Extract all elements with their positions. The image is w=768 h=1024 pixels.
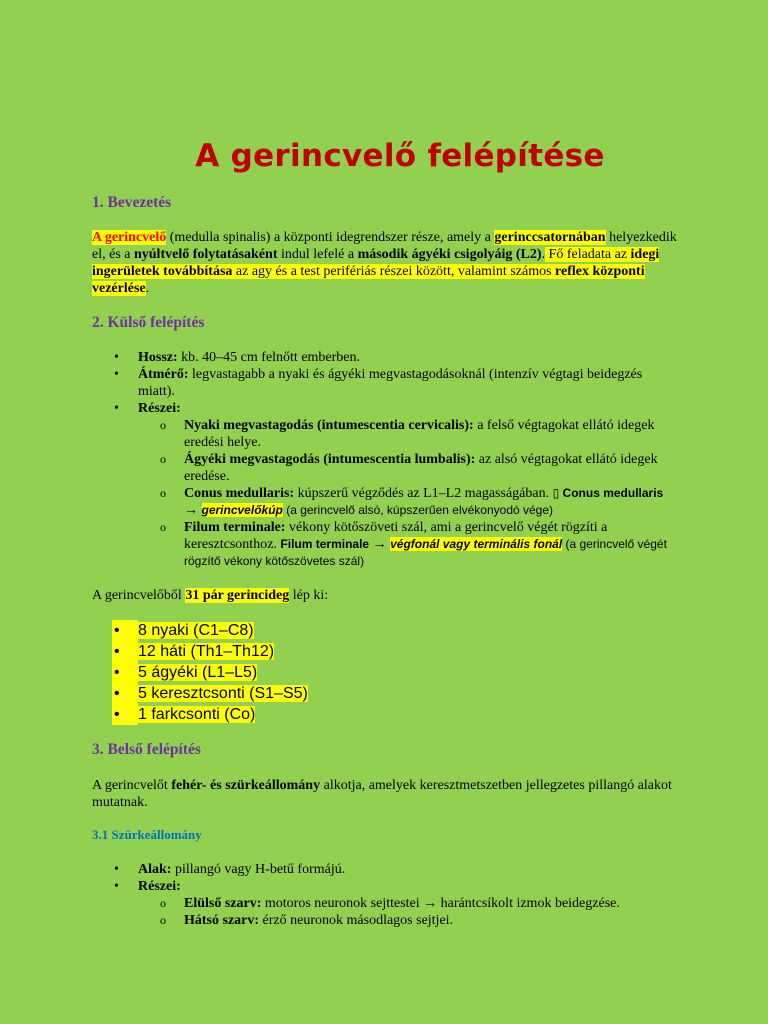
sublist-item (112, 417, 672, 451)
item-text: érző neuronok másodlagos sejtjei. (259, 913, 454, 928)
nerves-intro (92, 587, 682, 604)
nerves-text: lép ki: (289, 588, 329, 603)
intro-bold: gerinccsatornában (494, 230, 606, 245)
heading-internal: 3. Belső felépítés (92, 741, 201, 758)
list-item (112, 878, 672, 929)
heading-external: 2. Külső felépítés (92, 314, 205, 331)
internal-bold: fehér- és szürkeállomány (171, 778, 321, 793)
external-list (112, 349, 672, 570)
item-label: Nyaki megvastagodás (intumescentia cervicalis): (184, 418, 474, 433)
nerve-item (112, 662, 612, 683)
intro-bold: reflex központi vezérlése (92, 264, 645, 296)
intro-text: helyezkedik el, és a (92, 230, 677, 262)
arrow: → (184, 503, 202, 518)
item-text: az alsó végtagokat ellátó idegek eredése. (184, 452, 658, 484)
highlight-term: végfonál vagy terminális fonál (390, 537, 563, 551)
item-label: Ágyéki megvastagodás (intumescentia lumbalis): (184, 452, 476, 467)
nerve-item (112, 620, 612, 641)
sublist-item (112, 451, 672, 485)
item-label: Conus medullaris (559, 486, 664, 500)
nerve-item (112, 683, 612, 704)
intro-text: . (145, 281, 150, 296)
intro-bold: idegi ingerületek továbbítása (92, 247, 660, 279)
item-text: (a gerincvelő végét rögzítő vékony kötőszövetes szál) (184, 537, 667, 568)
item-label: Conus medullaris: (184, 486, 295, 501)
arrow: → (369, 537, 391, 552)
item-label: Filum terminale (280, 537, 370, 551)
nerve-item (112, 641, 612, 662)
internal-text: alkotja, amelyek keresztmetszetben jellegzetes pillangó alakot mutatnak. (92, 778, 672, 810)
nerve-text: 12 háti (Th1–Th12) (138, 643, 275, 660)
item-label: Részei: (138, 401, 181, 416)
nerves-list (112, 620, 612, 725)
item-label: Alak: (138, 862, 172, 877)
nerve-text: 5 keresztcsonti (S1–S5) (138, 685, 308, 702)
item-label: Filum terminale: (184, 520, 286, 535)
item-label: Hossz: (138, 350, 178, 365)
item-label: Hátsó szarv: (184, 913, 260, 928)
item-label: Elülső szarv: (184, 896, 262, 911)
missing-glyph-box: ▯ (552, 486, 560, 500)
item-label: Részei: (138, 879, 181, 894)
item-text: legvastagabb a nyaki és ágyéki megvastagodásoknál (intenzív végtagi beidegzés miatt). (138, 367, 643, 399)
intro-text: indul lefelé a (277, 247, 358, 262)
page-title: A gerincvelő felépítése (195, 138, 605, 174)
list-item (112, 400, 672, 570)
grey-sublist (112, 895, 672, 929)
item-text: a felső végtagokat ellátó idegek eredési helye. (184, 418, 655, 450)
internal-paragraph (92, 777, 682, 811)
nerve-item (112, 704, 612, 725)
nerves-count: 31 pár gerincideg (185, 588, 290, 603)
intro-bold: második ágyéki csigolyáig (L2) (357, 247, 542, 262)
intro-text: . (541, 247, 546, 262)
sublist-item (112, 895, 672, 912)
item-label: Átmérő: (138, 367, 189, 382)
intro-term: A gerincvelő (92, 230, 167, 245)
intro-text: (medulla spinalis) a központi idegrendszer része, amely a (166, 230, 495, 245)
item-text: kb. 40–45 cm felnőtt emberben. (177, 350, 361, 365)
grey-list (112, 861, 672, 929)
item-text: motoros neuronok sejttestei → harántcsíkolt izmok beidegzése. (261, 896, 620, 911)
list-item (112, 861, 672, 878)
intro-bold: nyúltvelő folytatásaként (133, 247, 278, 262)
item-text: pillangó vagy H-betű formájú. (171, 862, 346, 877)
list-item (112, 366, 672, 400)
intro-paragraph (92, 229, 682, 297)
list-item (112, 349, 672, 366)
nerves-text: A gerincvelőből (92, 588, 186, 603)
nerve-text: 5 ágyéki (L1–L5) (138, 664, 258, 681)
item-text: (a gerincvelő alsó, kúpszerűen elvékonyodó vége) (282, 503, 554, 517)
internal-text: A gerincvelőt (92, 778, 172, 793)
heading-intro: 1. Bevezetés (92, 194, 172, 211)
sublist-item (112, 485, 672, 519)
heading-grey-matter: 3.1 Szürkeállomány (92, 827, 202, 842)
item-text: vékony kötőszöveti szál, ami a gerincvelő végét rögzíti a keresztcsonthoz. (184, 520, 608, 552)
intro-text: az agy és a test perifériás részei között, valamint számos (232, 264, 556, 279)
item-text: kúpszerű végződés az L1–L2 magasságában. (294, 486, 553, 501)
intro-text: Fő feladata az (545, 247, 631, 262)
sublist-item (112, 519, 672, 570)
nerve-text: 8 nyaki (C1–C8) (138, 622, 254, 639)
parts-sublist (112, 417, 672, 570)
highlight-term: gerincvelőkúp (201, 503, 283, 517)
nerve-text: 1 farkcsonti (Co) (138, 706, 256, 723)
sublist-item (112, 912, 672, 929)
